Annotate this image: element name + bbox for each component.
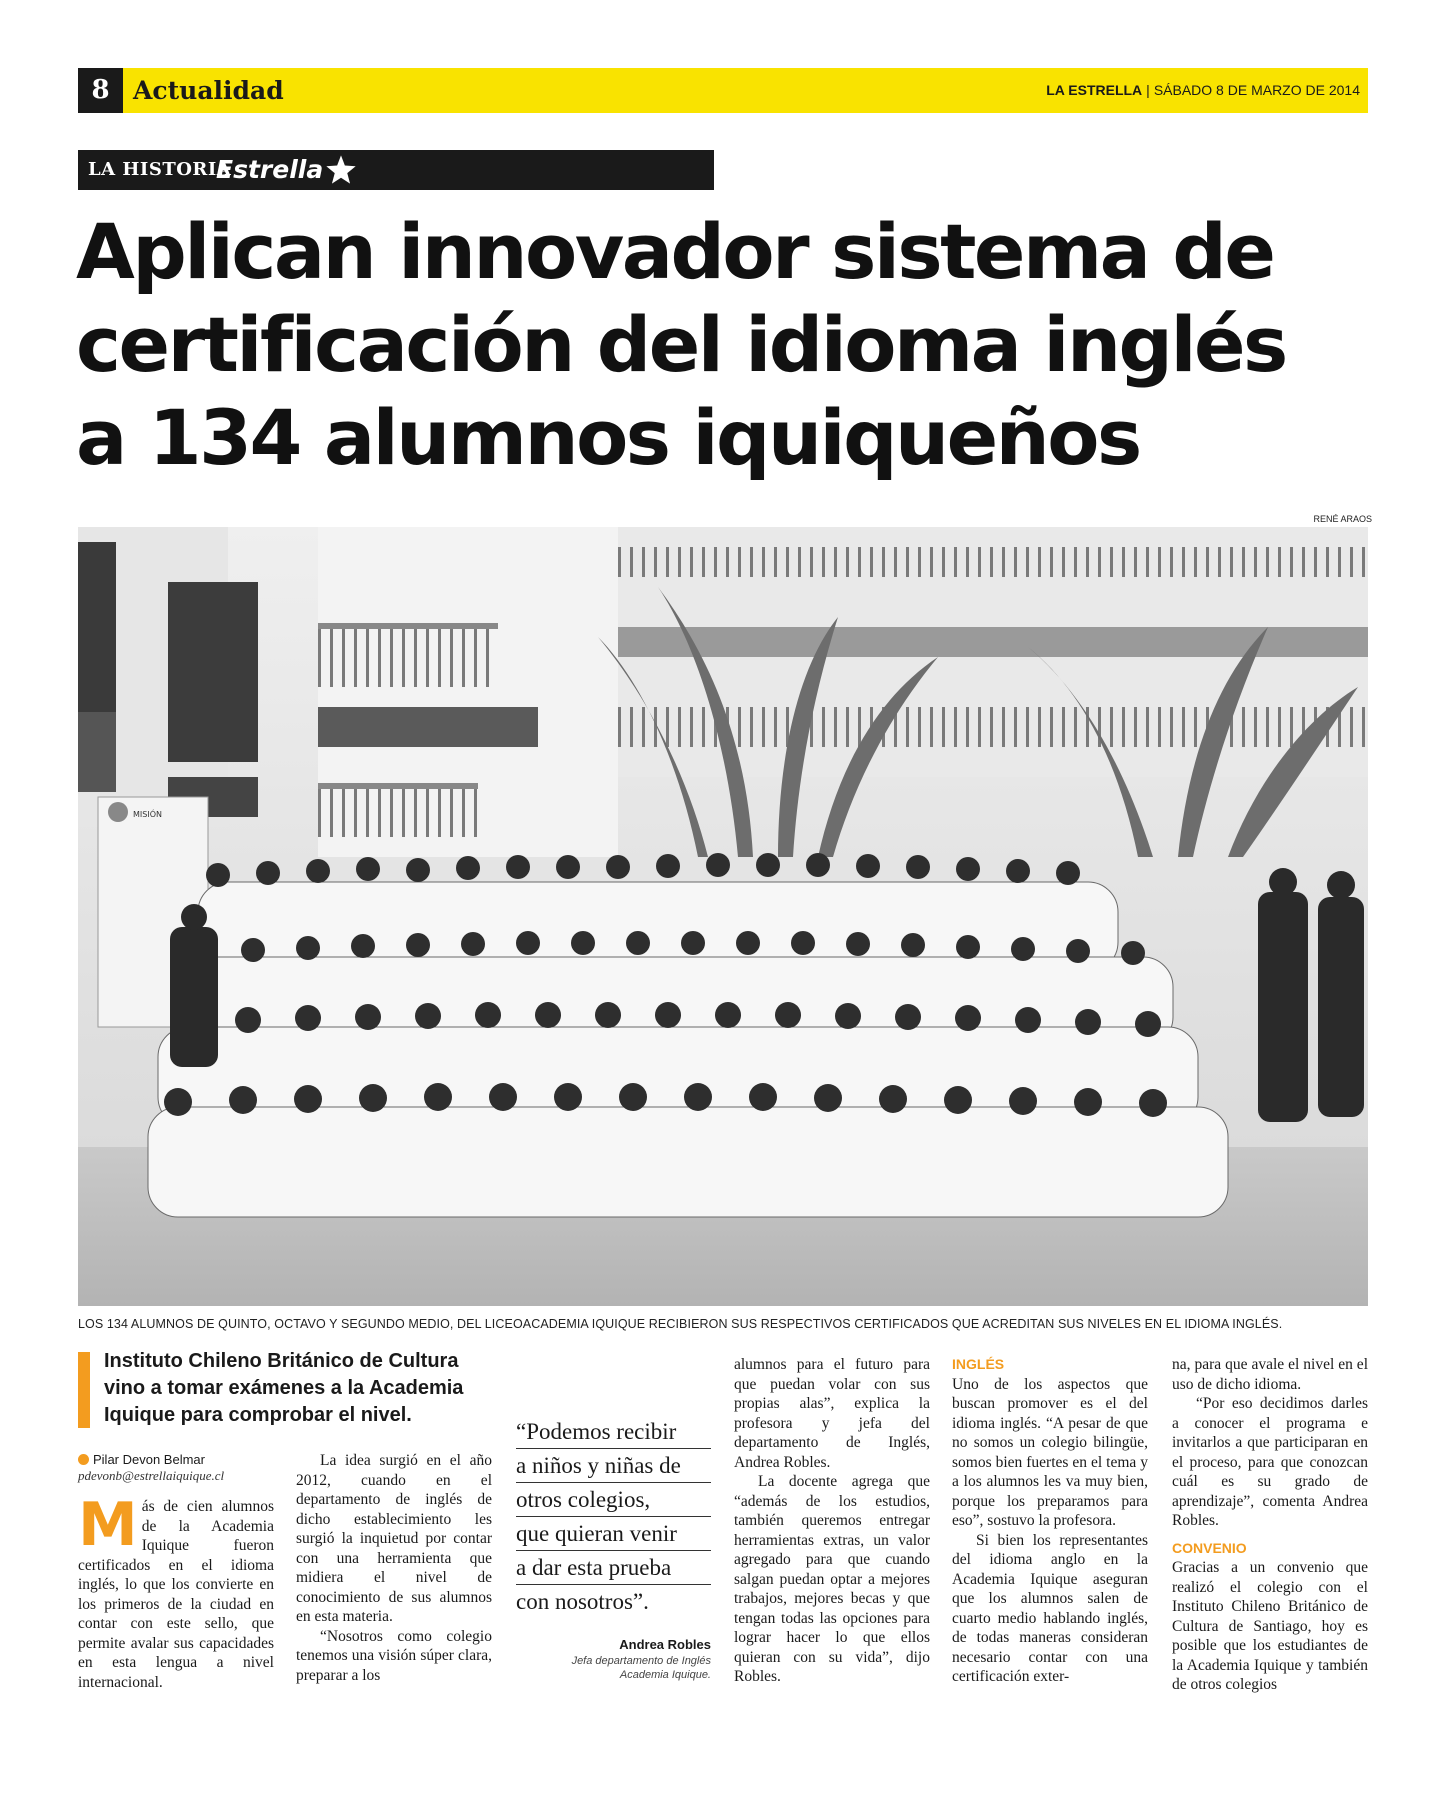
pull-quote-role-line: Jefa departamento de Inglés <box>571 1655 711 1667</box>
paragraph: “Por eso decidimos darles a conocer el programa e invitarlos a que participaran en el proceso, para que conozcan cuál es su grado de aprendizaje”, comenta Andrea Robles. <box>1172 1395 1368 1529</box>
byline <box>78 1452 278 1484</box>
pull-quote <box>516 1415 711 1618</box>
header-separator: | <box>1146 82 1150 98</box>
author-name: Pilar Devon Belmar <box>93 1452 205 1467</box>
headline-line: Aplican innovador sistema de <box>76 207 1274 296</box>
photo-caption: LOS 134 ALUMNOS DE QUINTO, OCTAVO Y SEGUNDO MEDIO, DEL LICEOACADEMIA IQUIQUE RECIBIERON SUS RESPECTIVOS CERTIFICADOS QUE ACREDITAN SUS NIVELES EN EL IDIOMA INGLÉS. <box>78 1317 1283 1331</box>
article-column-5 <box>1172 1355 1368 1695</box>
pull-quote-line: “Podemos recibir <box>516 1419 677 1444</box>
section-header-bar <box>78 68 1368 113</box>
pull-quote-line: otros colegios, <box>516 1482 711 1516</box>
section-title: Actualidad <box>133 76 284 105</box>
photo-credit: RENÉ ARAOS <box>1313 514 1372 524</box>
newspaper-name: LA ESTRELLA <box>1046 82 1143 98</box>
article-column-2 <box>296 1451 492 1685</box>
publication-date: SÁBADO 8 DE MARZO DE 2014 <box>1153 82 1360 98</box>
star-icon <box>324 154 358 186</box>
pull-quote-author: Andrea Robles <box>619 1637 711 1652</box>
page-number: 8 <box>78 68 123 113</box>
author-email[interactable]: pdevonb@estrellaiquique.cl <box>78 1468 225 1483</box>
article-lead: Instituto Chileno Británico de Cultura vino a tomar exámenes a la Academia Iquique para comprobar el nivel. <box>104 1350 464 1426</box>
group-photo <box>78 527 1368 1306</box>
story-kicker <box>78 150 714 190</box>
pull-quote-line: a dar esta prueba <box>516 1550 711 1584</box>
article-column-3 <box>734 1355 930 1687</box>
paragraph: alumnos para el futuro para que puedan volar con sus propias alas”, explica la profesora y jefa del departamento de Inglés, Andrea Robles. <box>734 1356 930 1471</box>
lead-accent-bar <box>78 1352 90 1428</box>
pull-quote-line: que quieran venir <box>516 1516 711 1550</box>
kicker-label: LA HISTORIA <box>88 159 232 180</box>
pull-quote-line: con nosotros”. <box>516 1584 711 1618</box>
header-meta <box>1046 68 1360 113</box>
pull-quote-line: a niños y niñas de <box>516 1448 711 1482</box>
article-headline <box>76 205 1376 484</box>
subhead-ingles: INGLÉS <box>952 1356 1005 1372</box>
kicker-brand: Estrella <box>216 155 324 184</box>
paragraph: ás de cien alumnos de la Academia Iquique fueron certificados en el idioma inglés, lo que los convierte en los primeros de la ciudad en contar con este sello, que permite avalar sus capacidades en esta lengua a nivel internacional. <box>78 1498 274 1691</box>
paragraph: na, para que avale el nivel en el uso de dicho idioma. <box>1172 1356 1368 1393</box>
article-column-1 <box>78 1490 274 1692</box>
pull-quote-role-line: Academia Iquique. <box>619 1669 711 1681</box>
drop-cap: M <box>78 1490 138 1560</box>
paragraph: “Nosotros como colegio tenemos una visión súper clara, preparar a los <box>296 1627 492 1684</box>
group-photo-illustration <box>78 527 1368 1306</box>
paragraph: La docente agrega que “además de los estudios, también queremos entregar herramientas extras, un valor agregado para que cuando salgan puedan optar a mejores trabajos, mejores becas y que tengan todas las opciones para lograr hacer lo que ellos quieran con su vida”, dijo Robles. <box>734 1473 930 1685</box>
paragraph: Si bien los representantes del idioma anglo en la Academia Iquique aseguran que los alumnos salen de cuarto medio hablando inglés, de todas maneras consideran necesario contar con una certificación exter- <box>952 1531 1148 1685</box>
article-column-4 <box>952 1355 1148 1687</box>
paragraph: Gracias a un convenio que realizó el colegio con el Instituto Chileno Británico de Cultura de Santiago, hoy es posible que los estudiantes de la Academia Iquique y también de otros colegios <box>1172 1559 1368 1693</box>
pull-quote-role <box>516 1654 711 1682</box>
paragraph: La idea surgió en el año 2012, cuando en el departamento de inglés de dicho establecimiento les surgió la inquietud por contar con una herramienta que midiera el nivel de conocimiento de sus alumnos en esta materia. <box>296 1452 492 1625</box>
headline-line: certificación del idioma inglés <box>76 300 1286 389</box>
subhead-convenio: CONVENIO <box>1172 1539 1247 1556</box>
pull-quote-text <box>516 1415 711 1618</box>
sign-label: MISIÓN <box>133 810 162 819</box>
paragraph: Uno de los aspectos que buscan promover es el del idioma inglés. “A pesar de que no somos un colegio bilingüe, somos bien fuertes en el tema y a los alumnos les va muy bien, porque los preparamos para eso”, sostuvo la profesora. <box>952 1375 1148 1529</box>
byline-dot <box>78 1454 89 1465</box>
headline-line: a 134 alumnos iquiqueños <box>76 393 1140 482</box>
